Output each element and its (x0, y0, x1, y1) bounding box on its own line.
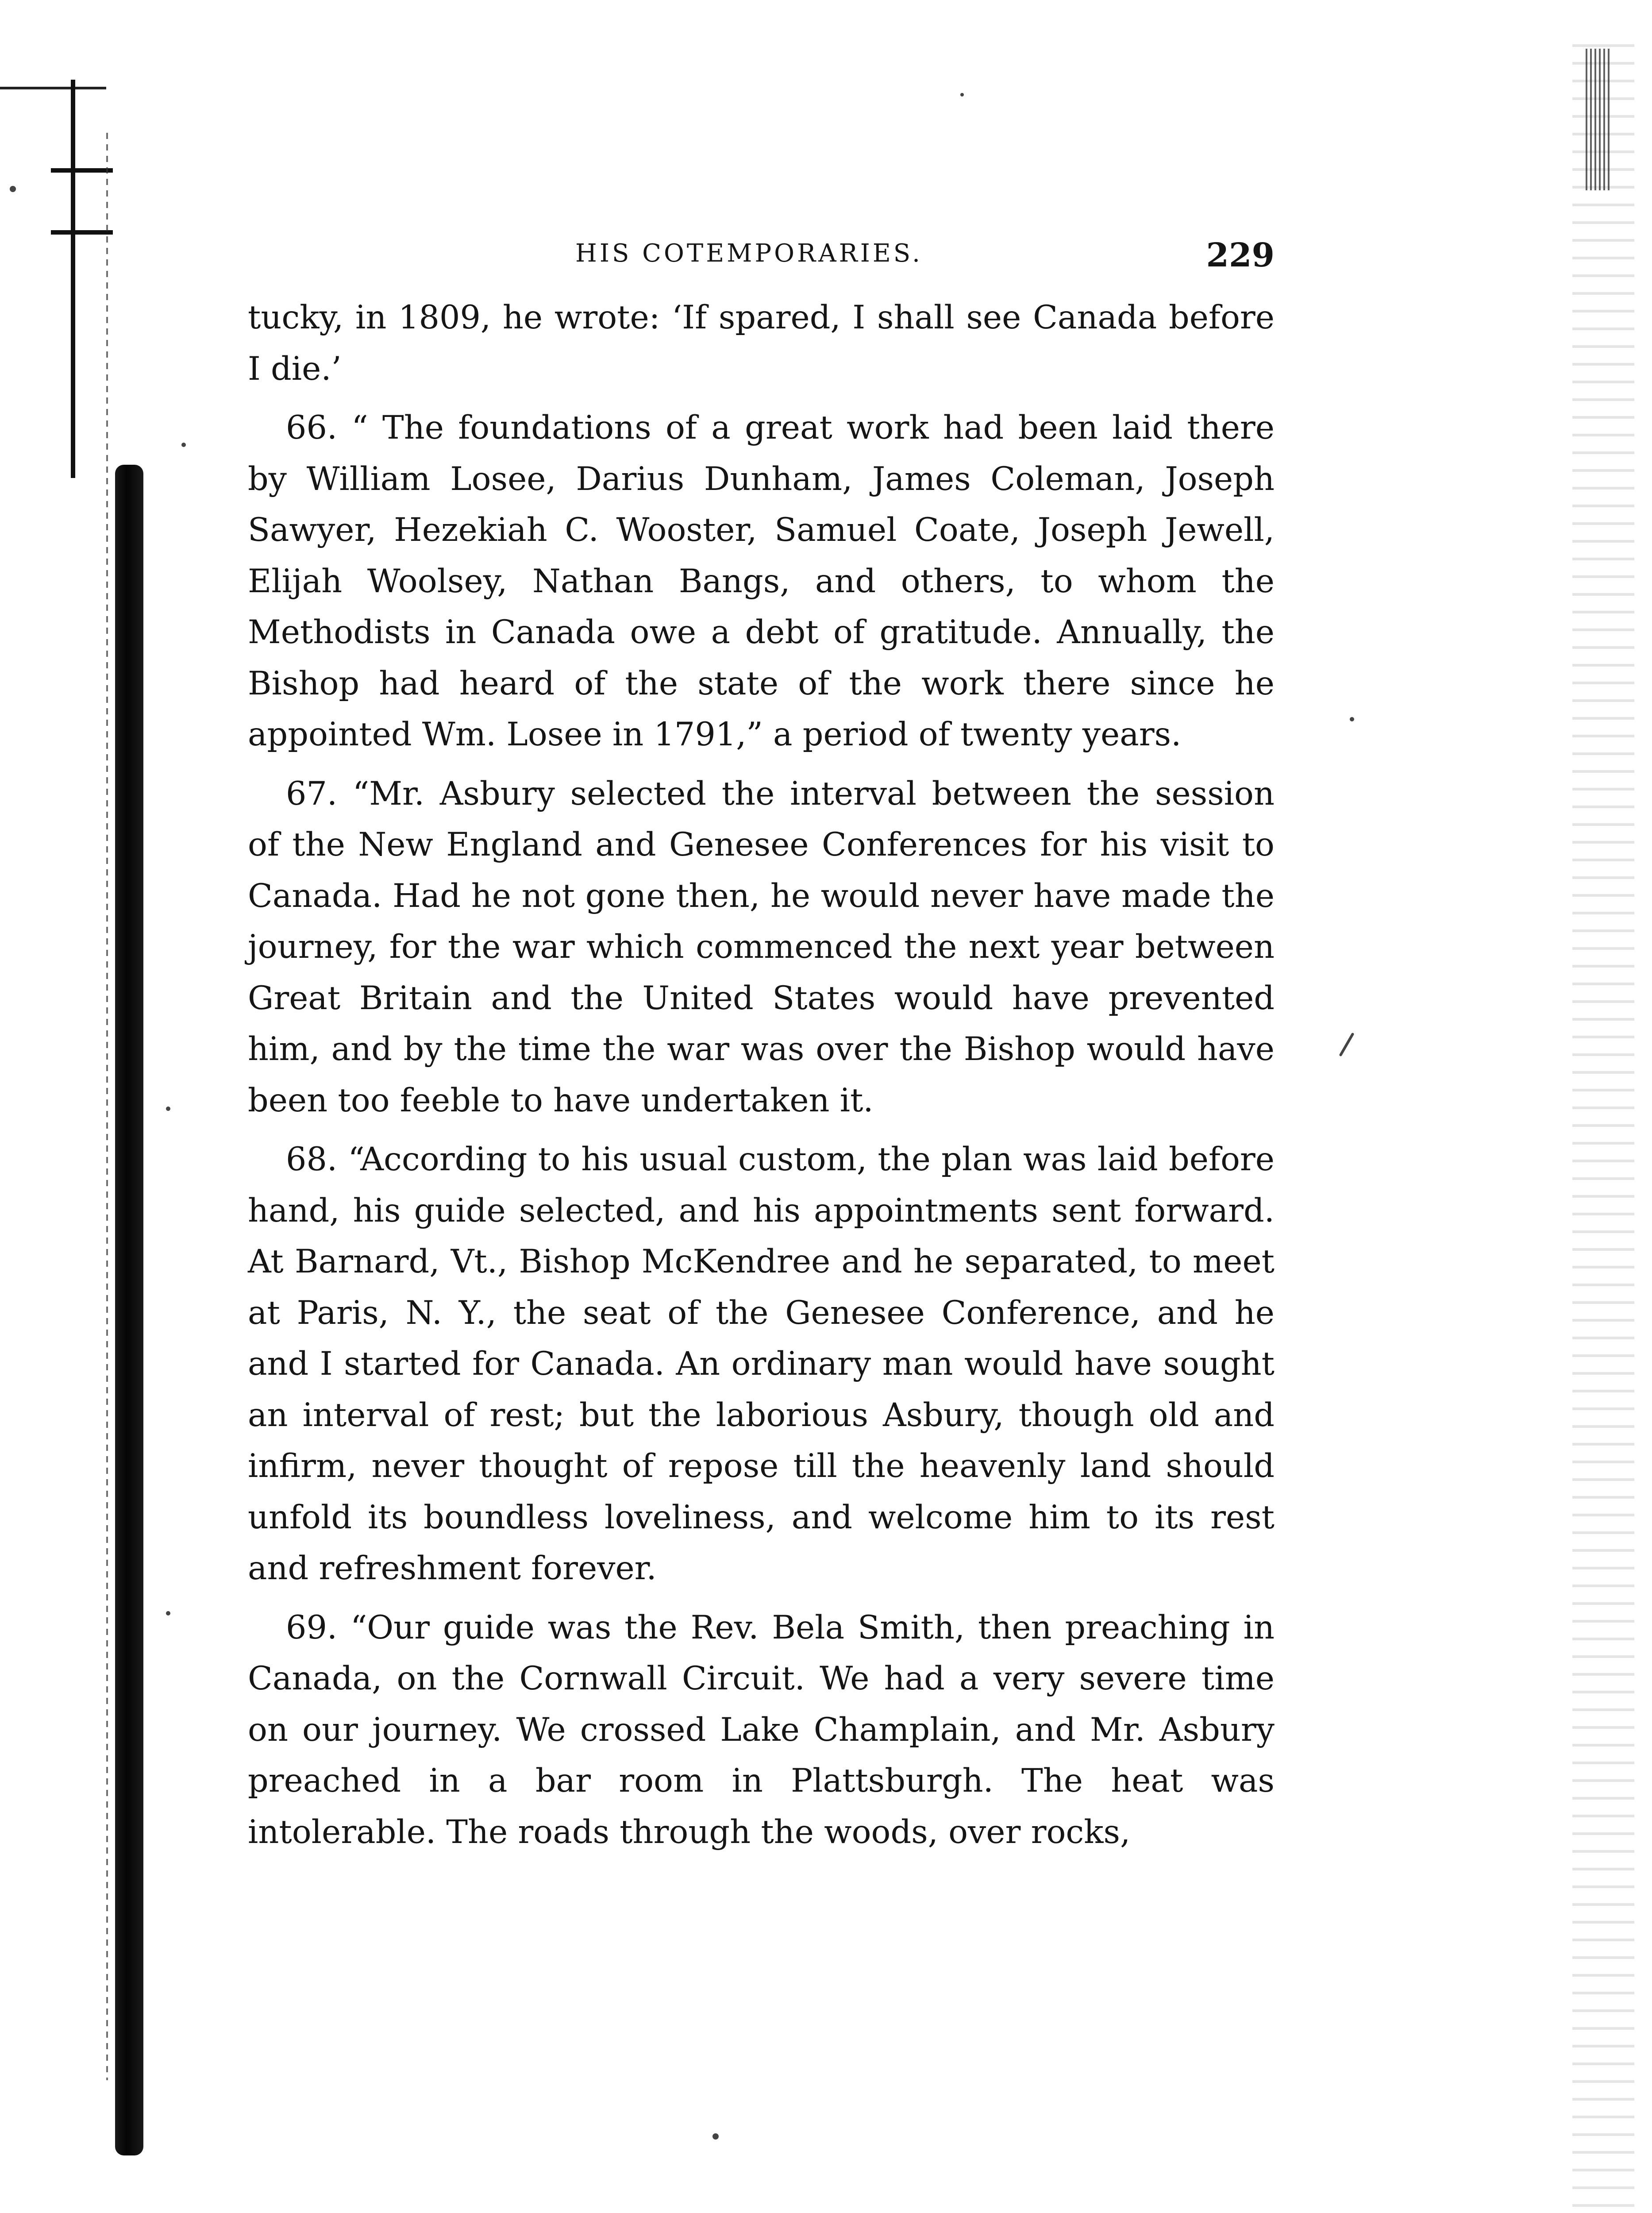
scan-pencil-mark (1339, 1033, 1354, 1057)
scan-rule-mark (0, 87, 106, 89)
scan-speck (960, 93, 964, 96)
scan-speck (166, 1611, 170, 1615)
scan-speck (166, 1106, 170, 1111)
scan-cross-mark (51, 230, 113, 235)
binding-edge-thin (71, 80, 75, 478)
running-header (248, 236, 1275, 279)
scan-speck (10, 186, 16, 192)
binding-edge-dotted (106, 133, 108, 2080)
scan-speck (1350, 717, 1354, 721)
scan-edge-noise-top (1586, 49, 1612, 190)
scan-edge-noise (1572, 44, 1634, 2213)
paragraph-continuation: tucky, in 1809, he wrote: ‘If spared, I shall see Canada before I die.’ (248, 299, 1275, 388)
binding-edge-shadow (115, 465, 143, 2155)
scan-speck (712, 2133, 719, 2140)
page-number: 229 (1206, 236, 1275, 274)
paragraph-67: 67. “Mr. Asbury selected the interval between the session of the New England and Genesee Conferences for his visit to Canada. Had he not gone then, he would never have made the journey, for the war which commenced the next year between Great Britain and the United States would have prevented him, and by the time the war was over the Bishop would have been too feeble to have undertaken it. (248, 775, 1275, 1119)
body-text (248, 292, 1275, 1858)
paragraph-68: 68. “According to his usual custom, the plan was laid before hand, his guide selected, and his appointments sent forward. At Barnard, Vt., Bishop McKendree and he separated, to meet at Paris, N. Y., the seat of the Genesee Conference, and he and I started for Canada. An ordinary man would have sought an interval of rest; but the laborious Asbury, though old and infirm, never thought of repose till the heavenly land should unfold its boundless loveliness, and welcome him to its rest and refreshment forever. (248, 1141, 1275, 1587)
scan-cross-mark (51, 168, 113, 173)
book-page (248, 236, 1275, 2009)
paragraph-66: 66. “ The foundations of a great work had been laid there by William Losee, Darius Dunham, James Coleman, Joseph Sawyer, Hezekiah C. Wooster, Samuel Coate, Joseph Jewell, Elijah Woolsey, Nathan Bangs, and others, to whom the Methodists in Canada owe a debt of gratitude. Annually, the Bishop had heard of the state of the work there since he appointed Wm. Losee in 1791,” a period of twenty years. (248, 409, 1275, 753)
running-title: HIS COTEMPORARIES. (575, 239, 923, 268)
scan-speck (181, 443, 186, 447)
paragraph-69: 69. “Our guide was the Rev. Bela Smith, then preaching in Canada, on the Cornwall Circuit. We had a very severe time on our journey. We crossed Lake Champlain, and Mr. Asbury preached in a bar room in Plattsburgh. The heat was intolerable. The roads through the woods, over rocks, (248, 1608, 1275, 1851)
